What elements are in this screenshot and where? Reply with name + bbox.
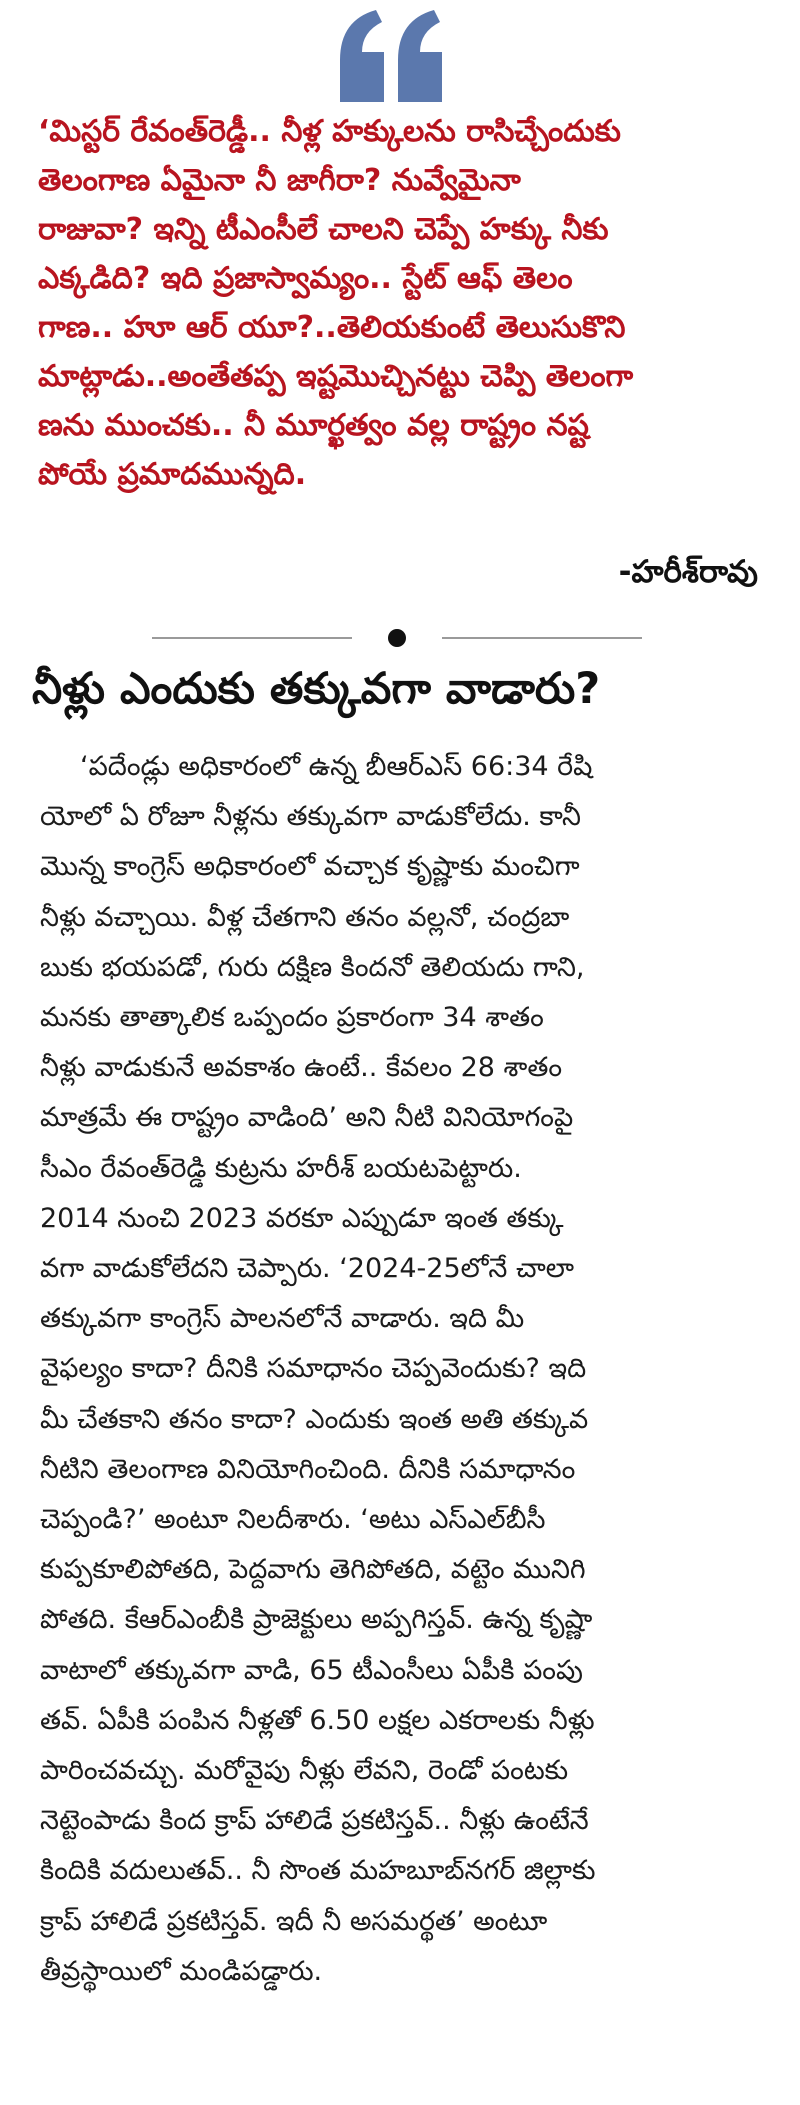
article-headline: నీళ్లు ఎందుకు తక్కువగా వాడారు? bbox=[32, 664, 601, 714]
article-line: నెట్టెంపాడు కింద క్రాప్ హాలిడే ప్రకటిస్తవ్.. నీళ్లు ఉంటేనే bbox=[40, 1805, 589, 1837]
quotation-mark-icon bbox=[332, 6, 452, 106]
article-line: క్రాప్ హాలిడే ప్రకటిస్తవ్. ఇదీ నీ అసమర్థత’ అంటూ bbox=[40, 1905, 548, 1937]
pull-quote bbox=[38, 107, 766, 499]
article-line: ‘పదేండ్లు అధికారంలో ఉన్న బీఆర్‌ఎస్ 66:34 రేషి bbox=[80, 751, 593, 782]
divider-line-right bbox=[442, 637, 642, 639]
article-line: మనకు తాత్కాలిక ఒప్పందం ప్రకారంగా 34 శాతం bbox=[40, 1002, 544, 1034]
article-line: వైఫల్యం కాదా? దీనికి సమాధానం చెప్పవెందుకు? ఇది bbox=[40, 1353, 587, 1385]
article-line: తీవ్రస్థాయిలో మండిపడ్డారు. bbox=[40, 1955, 323, 1987]
divider-line-left bbox=[152, 637, 352, 639]
article-line: వాటాలో తక్కువగా వాడి, 65 టీఎంసీలు ఏపీకి పంపు bbox=[40, 1654, 583, 1686]
pull-quote-line: ఎక్కడిది? ఇది ప్రజాస్వామ్యం.. స్టేట్ ఆఫ్ తెలం bbox=[38, 261, 573, 296]
article-line: సీఎం రేవంత్‌రెడ్డి కుట్రను హరీశ్ బయటపెట్టారు. bbox=[40, 1152, 522, 1184]
article-line: కిందికి వదులుతవ్.. నీ సొంత మహబూబ్‌నగర్ జిల్లాకు bbox=[40, 1855, 596, 1887]
pull-quote-line: మాట్లాడు..అంతేతప్ప ఇష్టమొచ్చినట్టు చెప్పి తెలంగా bbox=[38, 359, 634, 394]
article-line: మీ చేతకాని తనం కాదా? ఎందుకు ఇంత అతి తక్కువ bbox=[40, 1403, 589, 1435]
pull-quote-line: గాణ.. హూ ఆర్ యూ?..తెలియకుంటే తెలుసుకొని bbox=[38, 310, 626, 345]
article-line: తవ్. ఏపీకి పంపిన నీళ్లతో 6.50 లక్షల ఎకరాలకు నీళ్లు bbox=[40, 1704, 595, 1736]
article-line: తక్కువగా కాంగ్రెస్ పాలనలోనే వాడారు. ఇది మీ bbox=[40, 1303, 525, 1335]
article-line: మాత్రమే ఈ రాష్ట్రం వాడింది’ అని నీటి వినియోగంపై bbox=[40, 1102, 574, 1134]
article-body bbox=[40, 742, 764, 1997]
article-line: వగా వాడుకోలేదని చెప్పారు. ‘2024-25లోనే చాలా bbox=[40, 1253, 574, 1285]
article-line: 2014 నుంచి 2023 వరకూ ఎప్పుడూ ఇంత తక్కు bbox=[40, 1202, 564, 1234]
quote-attribution: -హరీశ్‌రావు bbox=[618, 554, 758, 590]
pull-quote-line: ‘మిస్టర్ రేవంత్‌రెడ్డీ.. నీళ్ల హక్కులను రాసిచ్చేందుకు bbox=[38, 114, 621, 149]
article-line: నీళ్లు వచ్చాయి. వీళ్ల చేతగాని తనం వల్లనో, చంద్రబా bbox=[40, 901, 570, 933]
pull-quote-line: పోయే ప్రమాదమున్నది. bbox=[38, 457, 307, 492]
divider-dot bbox=[388, 629, 406, 647]
article-line: యోలో ఏ రోజూ నీళ్లను తక్కువగా వాడుకోలేదు. కానీ bbox=[40, 801, 581, 833]
article-line: నీటిని తెలంగాణ వినియోగించింది. దీనికి సమాధానం bbox=[40, 1453, 576, 1485]
pull-quote-line: రాజువా? ఇన్ని టీఎంసీలే చాలని చెప్పే హక్కు నీకు bbox=[38, 212, 609, 247]
article-line: పోతది. కేఆర్‌ఎంబీకి ప్రాజెక్టులు అప్పగిస్తవ్. ఉన్న కృష్ణా bbox=[40, 1604, 593, 1636]
article-line: చెప్పండి?’ అంటూ నిలదీశారు. ‘అటు ఎస్‌ఎల్‌బీసీ bbox=[40, 1504, 546, 1536]
section-divider bbox=[152, 628, 642, 648]
article-line: బుకు భయపడో, గురు దక్షిణ కిందనో తెలియదు గాని, bbox=[40, 951, 585, 983]
article-line: పారించవచ్చు. మరోవైపు నీళ్లు లేవని, రెండో పంటకు bbox=[40, 1755, 569, 1787]
pull-quote-line: ణను ముంచకు.. నీ మూర్ఖత్వం వల్ల రాష్ట్రం నష్ట bbox=[38, 408, 589, 443]
article-line: నీళ్లు వాడుకునే అవకాశం ఉంటే.. కేవలం 28 శాతం bbox=[40, 1052, 563, 1084]
article-line: మొన్న కాంగ్రెస్ అధికారంలో వచ్చాక కృష్ణాకు మంచిగా bbox=[40, 851, 580, 883]
pull-quote-line: తెలంగాణ ఏమైనా నీ జాగీరా? నువ్వేమైనా bbox=[38, 163, 521, 198]
article-line: కుప్పకూలిపోతది, పెద్దవాగు తెగిపోతది, వట్టెం మునిగి bbox=[40, 1554, 586, 1586]
